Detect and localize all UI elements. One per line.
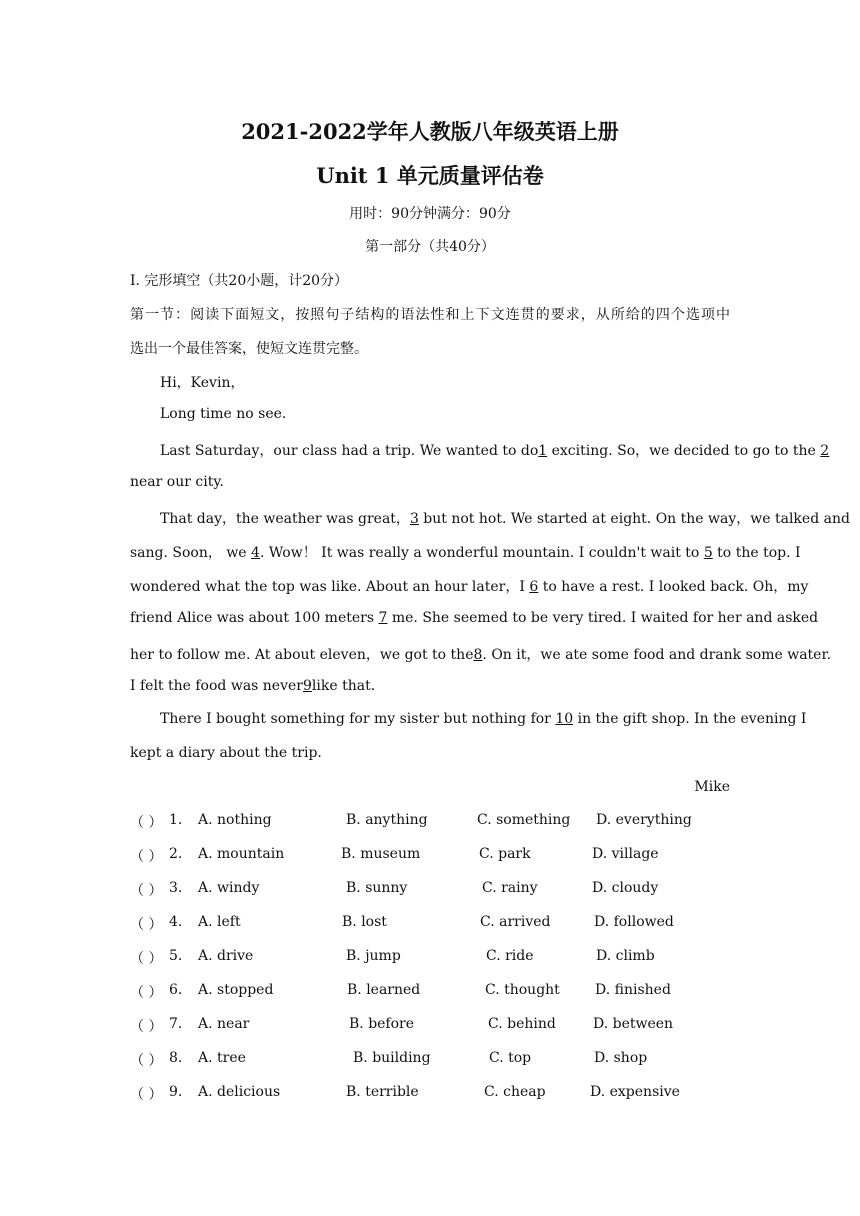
answer-bracket: （ ）: [130, 1087, 163, 1103]
section-heading: I. 完形填空（共20小题，计20分）: [130, 273, 349, 289]
text-run: Last Saturday，our class had a trip. We wanted to do: [160, 443, 539, 459]
blank-2: 2: [820, 443, 830, 459]
answer-bracket: （ ）: [130, 1019, 163, 1035]
blank-4: 4: [251, 545, 260, 561]
option-c: C. rainy: [482, 880, 538, 896]
option-c: C. top: [489, 1050, 532, 1066]
option-d: D. between: [593, 1016, 674, 1032]
text-run: I felt the food was never: [130, 678, 303, 694]
answer-bracket: （ ）: [130, 985, 163, 1001]
option-c: C. arrived: [480, 914, 551, 930]
question-number: 3.: [169, 880, 183, 896]
option-b: B. learned: [347, 982, 421, 998]
text-run: sang. Soon， we: [130, 545, 252, 561]
option-d: D. expensive: [590, 1084, 680, 1100]
paragraph-2-line-1: [160, 440, 829, 460]
paragraph-4-line-2: kept a diary about the trip.: [130, 745, 322, 761]
option-a: A. mountain: [198, 846, 285, 862]
option-d: D. village: [592, 846, 659, 862]
text-run: but not hot. We started at eight. On the way，we talked and: [418, 511, 850, 527]
paragraph-2-line-2: near our city.: [130, 474, 224, 490]
option-c: C. cheap: [484, 1084, 546, 1100]
option-d: D. finished: [595, 982, 671, 998]
question-number: 5.: [169, 948, 183, 964]
option-b: B. museum: [341, 846, 421, 862]
paragraph-3-line-5: [130, 644, 831, 664]
answer-bracket: （ ）: [130, 815, 163, 831]
option-b: B. terrible: [346, 1084, 419, 1100]
blank-9: 9: [302, 678, 312, 694]
question-number: 7.: [169, 1016, 183, 1032]
option-a: A. left: [198, 914, 241, 930]
option-d: D. climb: [596, 948, 655, 964]
option-a: A. tree: [198, 1050, 246, 1066]
text-run: me. She seemed to be very tired. I waited for her and asked: [387, 610, 819, 626]
option-b: B. sunny: [346, 880, 408, 896]
text-run: friend Alice was about 100 meters: [130, 610, 379, 626]
instruction-line-2: 选出一个最佳答案，使短文连贯完整。: [130, 341, 368, 357]
paragraph-3-line-1: [160, 508, 850, 528]
paragraph-3-line-4: [130, 610, 818, 626]
question-number: 1.: [169, 812, 183, 828]
text-run: . Wow！ It was really a wonderful mountain. I couldn't wait to: [259, 545, 704, 561]
question-number: 2.: [169, 846, 183, 862]
text-run: to the top. I: [712, 545, 801, 561]
option-a: A. nothing: [198, 812, 272, 828]
text-run: There I bought something for my sister but nothing for: [160, 711, 556, 727]
blank-6: 6: [529, 579, 539, 595]
option-a: A. delicious: [198, 1084, 281, 1100]
part-heading: 第一部分（共40分）: [365, 239, 495, 255]
question-number: 4.: [169, 914, 183, 930]
option-d: D. followed: [594, 914, 674, 930]
blank-3: 3: [409, 511, 419, 527]
blank-10: 10: [555, 711, 574, 727]
question-number: 8.: [169, 1050, 183, 1066]
option-b: B. anything: [346, 812, 428, 828]
text-run: exciting. So，we decided to go to the: [547, 443, 821, 459]
answer-bracket: （ ）: [130, 1053, 163, 1069]
paragraph-1: Long time no see.: [160, 406, 287, 422]
text-run: her to follow me. At about eleven，we got to the: [130, 647, 474, 663]
option-c: C. something: [477, 812, 571, 828]
blank-1: 1: [538, 443, 548, 459]
blank-7: 7: [378, 610, 388, 626]
paragraph-4-line-1: [160, 711, 806, 727]
option-b: B. lost: [342, 914, 387, 930]
option-a: A. near: [198, 1016, 250, 1032]
answer-bracket: （ ）: [130, 883, 163, 899]
text-run: That day，the weather was great，: [160, 511, 410, 527]
option-a: A. stopped: [198, 982, 274, 998]
question-number: 6.: [169, 982, 183, 998]
option-b: B. jump: [346, 948, 401, 964]
text-run: wondered what the top was like. About an hour later，I: [130, 579, 530, 595]
option-d: D. cloudy: [592, 880, 659, 896]
document-subtitle: Unit 1 单元质量评估卷: [316, 163, 544, 188]
option-c: C. ride: [486, 948, 534, 964]
paragraph-3-line-6: [130, 678, 375, 694]
letter-greeting: Hi，Kevin，: [160, 375, 245, 391]
blank-8: 8: [473, 647, 483, 663]
instruction-line-1: 第一节：阅读下面短文，按照句子结构的语法性和上下文连贯的要求，从所给的四个选项中: [130, 307, 730, 323]
option-a: A. drive: [198, 948, 254, 964]
blank-5: 5: [703, 545, 713, 561]
answer-bracket: （ ）: [130, 849, 163, 865]
text-run: . On it，we ate some food and drank some water.: [482, 647, 832, 663]
option-b: B. before: [349, 1016, 415, 1032]
text-run: like that.: [311, 678, 376, 694]
option-c: C. thought: [485, 982, 560, 998]
text-run: in the gift shop. In the evening I: [573, 711, 807, 727]
text-run: to have a rest. I looked back. Oh，my: [538, 579, 809, 595]
option-a: A. windy: [198, 880, 260, 896]
question-number: 9.: [169, 1084, 183, 1100]
option-d: D. everything: [596, 812, 692, 828]
answer-bracket: （ ）: [130, 951, 163, 967]
answer-bracket: （ ）: [130, 917, 163, 933]
time-info: 用时：90分钟满分：90分: [349, 206, 511, 222]
document-title: 2021-2022学年人教版八年级英语上册: [241, 119, 619, 144]
option-c: C. behind: [488, 1016, 556, 1032]
paragraph-3-line-2: [130, 542, 801, 562]
paragraph-3-line-3: [130, 576, 808, 596]
option-d: D. shop: [594, 1050, 648, 1066]
option-c: C. park: [479, 846, 531, 862]
option-b: B. building: [353, 1050, 431, 1066]
letter-signature: Mike: [694, 779, 730, 795]
